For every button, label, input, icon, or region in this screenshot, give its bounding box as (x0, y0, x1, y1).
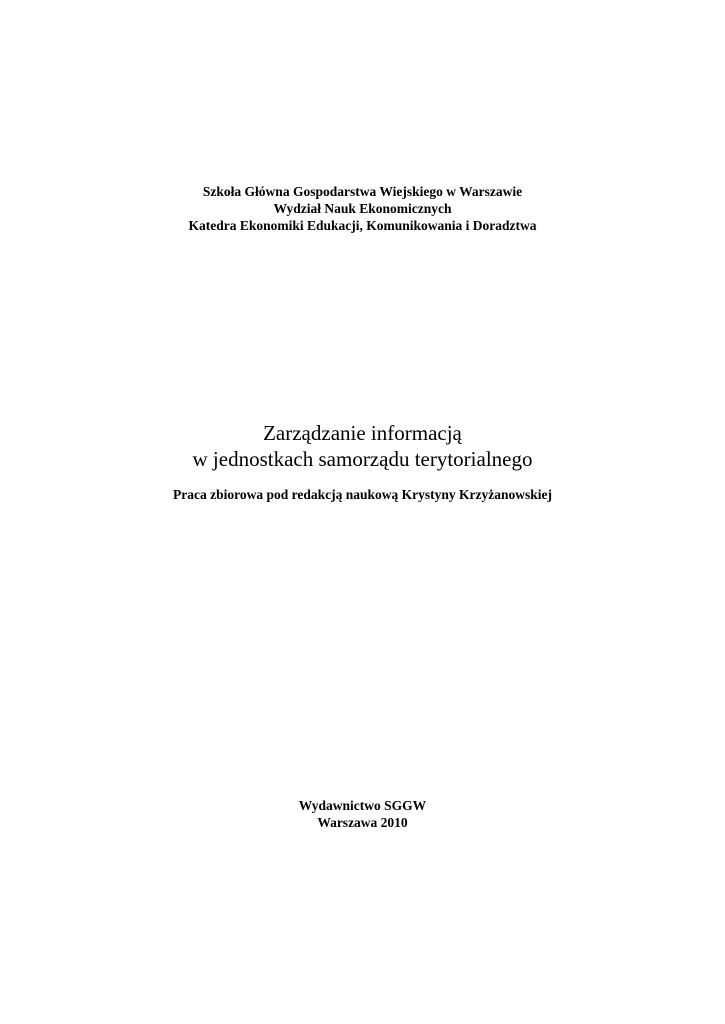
book-title-line-2: w jednostkach samorządu terytorialnego (192, 447, 533, 471)
university-name: Szkoła Główna Gospodarstwa Wiejskiego w Warszawie (202, 184, 523, 199)
place-year: Warszawa 2010 (317, 815, 408, 830)
department-name: Katedra Ekonomiki Edukacji, Komunikowania i Doradztwa (188, 218, 537, 233)
book-title-line-1: Zarządzanie informacją (263, 421, 462, 445)
publisher-name: Wydawnictwo SGGW (298, 798, 427, 813)
editor-note: Praca zbiorowa pod redakcją naukową Krystyny Krzyżanowskiej (173, 487, 552, 502)
faculty-name: Wydział Nauk Ekonomicznych (273, 201, 452, 216)
